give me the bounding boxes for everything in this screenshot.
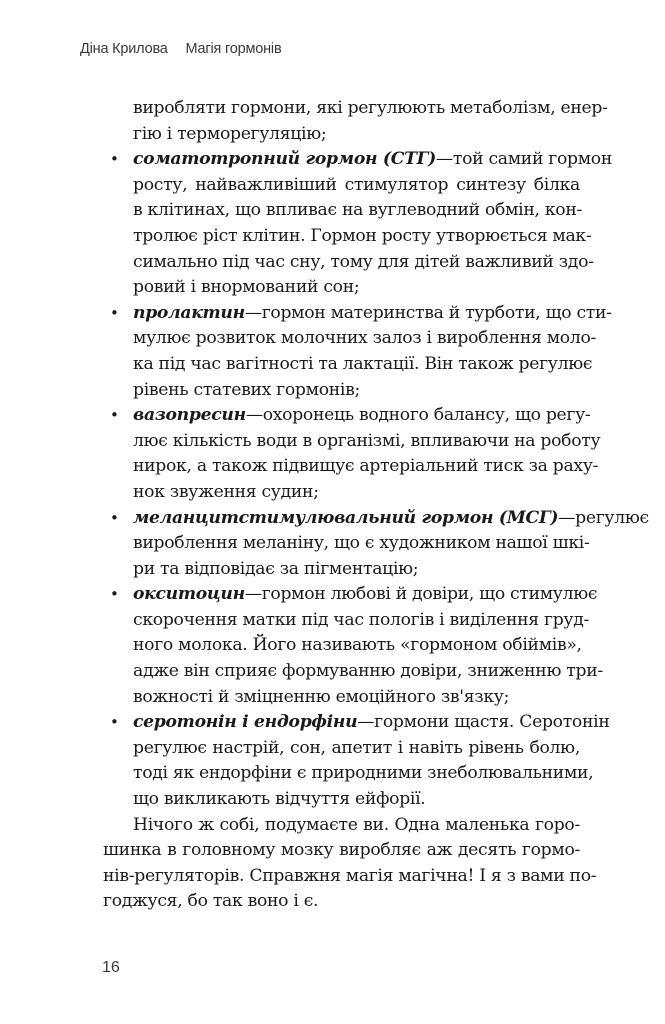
list-item: • меланцитстимулювальний гормон (МСГ)—регулює <box>0 506 665 532</box>
text-line: симально під час сну, тому для дітей важливий здо- <box>133 251 594 272</box>
text-line: тролює ріст клітин. Гормон росту утворюється мак- <box>133 225 592 246</box>
text-line: нок звуження судин; <box>133 481 319 502</box>
text-line: мулює розвиток молочних залоз і вироблення моло- <box>133 328 596 349</box>
text-line: тоді як ендорфіни є природними знеболювальними, <box>133 763 594 784</box>
bullet-icon: • <box>110 303 119 322</box>
term: вазопресин <box>133 405 246 426</box>
paragraph-line: нів-регуляторів. Справжня магія магічна! І я з вами по- <box>103 865 597 886</box>
text-line: вироблення меланіну, що є художником нашої шкі- <box>133 533 590 554</box>
bullet-icon: • <box>110 150 119 169</box>
text-line: рівень статевих гормонів; <box>133 379 360 400</box>
page-number: 16 <box>102 959 120 976</box>
list-item: • вазопресин—охоронець водного балансу, що регу- <box>0 403 665 429</box>
text-line: ного молока. Його називають «гормоном обіймів», <box>133 635 582 656</box>
list-item: • пролактин—гормон материнства й турботи, що сти- <box>0 301 665 327</box>
text-line: адже він сприяє формуванню довіри, зниженню три- <box>133 661 603 682</box>
text-line: регулює настрій, сон, апетит і навіть рівень болю, <box>133 737 580 758</box>
text-line: скорочення матки під час пологів і виділення груд- <box>133 609 590 630</box>
running-header <box>80 41 281 57</box>
page-body <box>0 96 665 915</box>
bullet-icon: • <box>110 713 119 732</box>
book-title: Магія гормонів <box>185 41 282 57</box>
term: серотонін і ендорфіни <box>133 712 358 733</box>
term: пролактин <box>133 302 245 323</box>
author-name: Діна Крилова <box>80 41 168 57</box>
text-line: ка під час вагітності та лактації. Він також регулює <box>133 353 593 374</box>
list-item: • окситоцин—гормон любові й довіри, що стимулює <box>0 582 665 608</box>
paragraph-line: годжуся, бо так воно і є. <box>103 891 319 912</box>
paragraph-line: шинка в головному мозку виробляє аж десять гормо- <box>103 840 580 861</box>
list-item: • соматотропний гормон (СТГ)—той самий гормон <box>0 147 665 173</box>
paragraph-line: Нічого ж собі, подумаєте ви. Одна маленька горо- <box>133 814 580 835</box>
term: соматотропний гормон (СТГ) <box>133 149 436 170</box>
text-line: вожності й зміцненню емоційного зв'язку; <box>133 686 510 707</box>
term: меланцитстимулювальний гормон (МСГ) <box>133 507 559 528</box>
term: окситоцин <box>133 584 245 605</box>
text-line: в клітинах, що впливає на вуглеводний обмін, кон- <box>133 200 582 221</box>
text-line: що викликають відчуття ейфорії. <box>133 789 426 810</box>
text-line: росту, найважливіший стимулятор синтезу білка <box>133 174 580 195</box>
text-line: лює кількість води в організмі, впливаючи на роботу <box>133 430 601 451</box>
bullet-icon: • <box>110 406 119 425</box>
bullet-icon: • <box>110 585 119 604</box>
text-line: ри та відповідає за пігментацію; <box>133 558 419 579</box>
text-line: нирок, а також підвищує артеріальний тиск за раху- <box>133 456 599 477</box>
text-line: виробляти гормони, які регулюють метаболізм, енер- <box>133 98 608 118</box>
bullet-icon: • <box>110 508 119 527</box>
text-line: ровий і внормований сон; <box>133 277 360 298</box>
text-line: гію і терморегуляцію; <box>133 123 327 144</box>
list-item: • серотонін і ендорфіни—гормони щастя. Серотонін <box>0 710 665 736</box>
